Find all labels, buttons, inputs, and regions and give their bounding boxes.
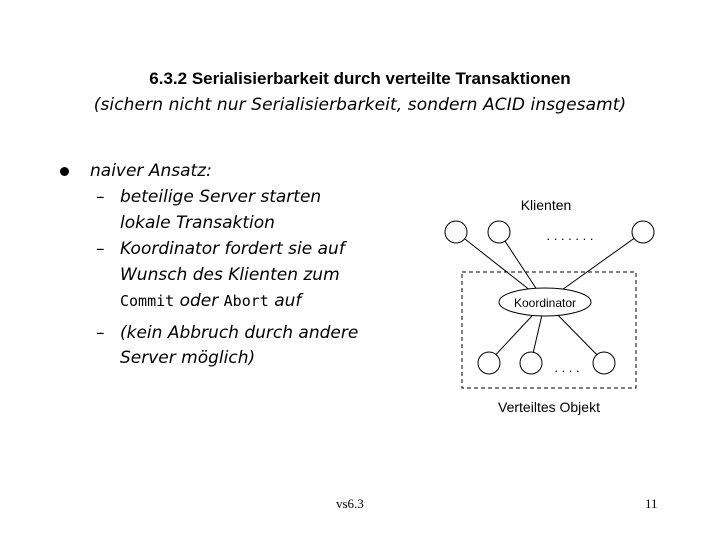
server-node-1 (478, 352, 500, 374)
coordinator-label: Koordinator (513, 296, 577, 310)
clients-label: Klienten (520, 197, 572, 213)
client-node-3 (632, 221, 654, 243)
slide-subtitle: (sichern nicht nur Serialisierbarkeit, sondern ACID insgesamt) (93, 95, 627, 115)
server-node-3 (593, 352, 615, 374)
dash-1: – (96, 187, 105, 207)
sub3-line1: (kein Abbruch durch andere (120, 323, 359, 343)
dash-3: – (96, 323, 105, 343)
distributed-object-label: Verteiltes Objekt (498, 399, 600, 415)
client-node-2 (488, 221, 510, 243)
sub3-line2: Server möglich) (120, 348, 256, 368)
sub2-line2: Wunsch des Klienten zum (120, 265, 340, 285)
server-node-2 (520, 352, 542, 374)
clients-ellipsis: . . . . . . . (546, 228, 594, 243)
abort-keyword: Abort (223, 292, 269, 310)
footer-slide-id: vs6.3 (336, 496, 364, 511)
sub1-line1: beteilige Server starten (120, 187, 322, 207)
slide-title: 6.3.2 Serialisierbarkeit durch verteilte Transaktionen (149, 69, 571, 88)
client-node-1 (445, 221, 467, 243)
oder-text: oder (174, 291, 224, 311)
page-number: 11 (645, 496, 658, 511)
dash-2: – (96, 239, 105, 259)
sub1-line2: lokale Transaktion (120, 213, 275, 233)
auf-text: auf (268, 291, 302, 311)
commit-keyword: Commit (120, 292, 175, 310)
servers-ellipsis: . . . . (554, 360, 580, 375)
sub2-line1: Koordinator fordert sie auf (120, 239, 345, 259)
bullet-text: naiver Ansatz: (90, 161, 212, 181)
